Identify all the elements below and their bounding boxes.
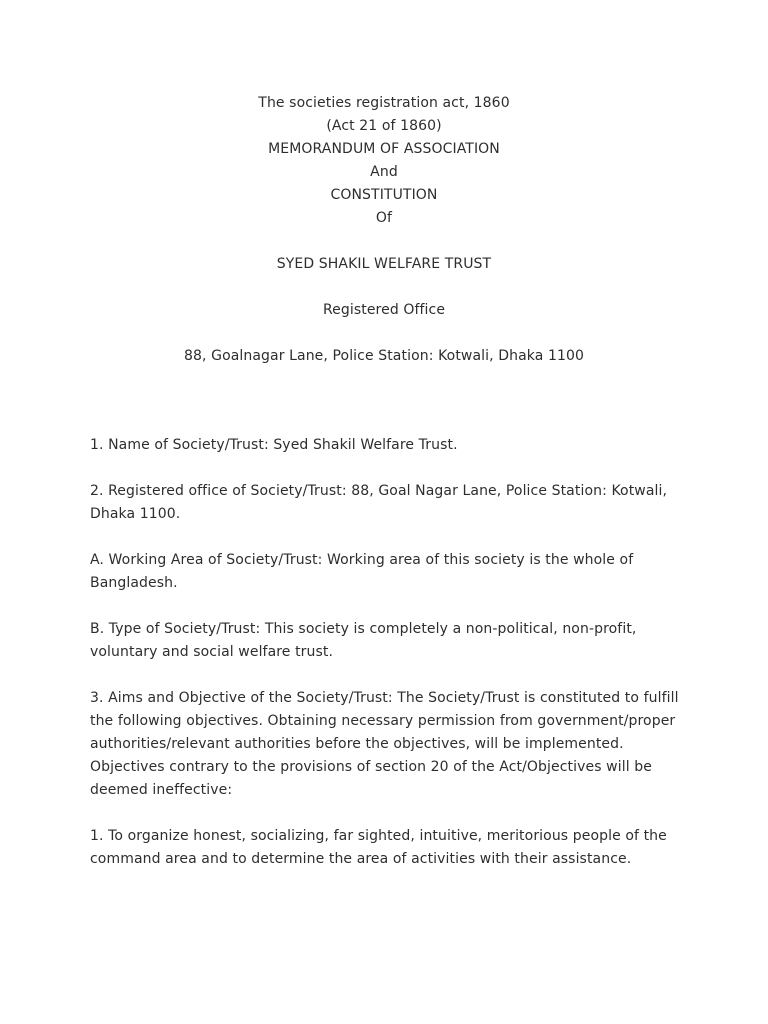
document-header (0, 92, 768, 368)
section-objective-1: 1. To organize honest, socializing, far sighted, intuitive, meritorious people of the command area and to determine the area of activities with their assistance. (90, 828, 667, 867)
trust-name-heading: SYED SHAKIL WELFARE TRUST (276, 256, 492, 272)
section-type-of-trust: B. Type of Society/Trust: This society is completely a non-political, non-profit, voluntary and social welfare trust. (90, 621, 637, 660)
constitution-heading: CONSTITUTION (330, 187, 438, 203)
memorandum-heading: MEMORANDUM OF ASSOCIATION (268, 141, 500, 157)
spacer (0, 230, 768, 253)
spacer (0, 322, 768, 345)
spacer (0, 276, 768, 299)
act-number: (Act 21 of 1860) (326, 118, 442, 134)
act-title: The societies registration act, 1860 (258, 95, 510, 111)
section-name-of-trust: 1. Name of Society/Trust: Syed Shakil Welfare Trust. (90, 437, 458, 453)
and-heading: And (370, 164, 398, 180)
registered-office-address: 88, Goalnagar Lane, Police Station: Kotwali, Dhaka 1100 (184, 348, 584, 364)
registered-office-label: Registered Office (322, 302, 446, 318)
section-registered-office: 2. Registered office of Society/Trust: 88, Goal Nagar Lane, Police Station: Kotwali, Dhaka 1100. (90, 483, 668, 522)
section-aims-and-objectives: 3. Aims and Objective of the Society/Trust: The Society/Trust is constituted to fulfill the following objectives. Obtaining necessary permission from government/proper authorities/relevant authorities before the objectives, will be implemented. Objectives contrary to the provisions of section 20 of the Act/Objectives will be deemed ineffective: (90, 690, 679, 798)
of-heading: Of (375, 210, 393, 226)
section-working-area: A. Working Area of Society/Trust: Working area of this society is the whole of Bangladesh. (90, 552, 634, 591)
document-body (90, 434, 680, 894)
